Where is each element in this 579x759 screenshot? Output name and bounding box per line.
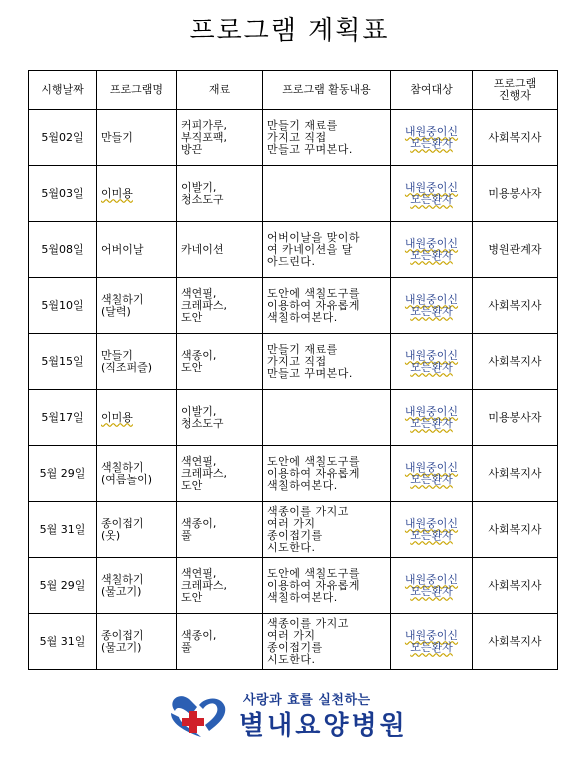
cell-activity	[263, 110, 391, 166]
table-row	[29, 110, 558, 166]
cell-activity-text: 만들기 재료를 가지고 직접 만들고 꾸며본다.	[267, 342, 353, 380]
page-title: 프로그램 계획표	[189, 16, 390, 46]
cell-program-name-text: 종이접기 (옷)	[101, 516, 144, 542]
cell-program-name-text: 색칠하기 (물고기)	[101, 572, 144, 598]
cell-staff	[473, 614, 558, 670]
cell-date	[29, 614, 97, 670]
cell-program-name-text: 색칠하기 (달력)	[101, 292, 144, 318]
cell-materials-text: 색연필, 크레파스, 도안	[181, 286, 228, 324]
cell-program-name-text: 이미용	[101, 186, 133, 200]
hospital-logo	[165, 685, 465, 745]
header-target: 참여대상	[391, 71, 473, 110]
cell-materials-text: 색연필, 크레파스, 도안	[181, 454, 228, 492]
cell-staff	[473, 166, 558, 222]
cell-staff	[473, 278, 558, 334]
cell-materials	[177, 390, 263, 446]
cell-date	[29, 390, 97, 446]
cell-target-text: 내원중이신 모든환자	[404, 516, 459, 542]
heart-cross-icon	[165, 691, 229, 739]
cell-staff-text: 미용봉사자	[488, 410, 542, 424]
cell-target-text: 내원중이신 모든환자	[404, 628, 459, 654]
cell-activity	[263, 446, 391, 502]
cell-date-text: 5월 29일	[39, 466, 86, 480]
cell-staff-text: 병원관계자	[488, 242, 542, 256]
cell-staff-text: 사회복지사	[488, 298, 542, 312]
cell-program-name-text: 만들기 (직조퍼즐)	[101, 348, 153, 374]
cell-date	[29, 222, 97, 278]
cell-target-text: 내원중이신 모든환자	[404, 572, 459, 598]
cell-staff	[473, 502, 558, 558]
cell-date	[29, 334, 97, 390]
cell-materials-text: 이발기, 청소도구	[181, 180, 224, 206]
cell-target	[391, 110, 473, 166]
hospital-name: 별내요양병원	[239, 711, 408, 741]
cell-activity	[263, 390, 391, 446]
cell-program-name-text: 이미용	[101, 410, 133, 424]
cell-target-text: 내원중이신 모든환자	[404, 292, 459, 318]
cell-date	[29, 166, 97, 222]
cell-staff-text: 사회복지사	[488, 466, 542, 480]
cell-date-text: 5월 31일	[39, 634, 86, 648]
cell-activity-text: 도안에 색칠도구를 이용하여 자유롭게 색칠하여본다.	[267, 566, 361, 604]
cell-date-text: 5월15일	[41, 354, 84, 368]
cell-materials-text: 색종이, 풀	[181, 628, 217, 654]
cell-date-text: 5월17일	[41, 410, 84, 424]
cell-materials	[177, 110, 263, 166]
header-program-name: 프로그램명	[97, 71, 177, 110]
cell-program-name	[97, 614, 177, 670]
table-row	[29, 334, 558, 390]
cell-materials-text: 색종이, 도안	[181, 348, 217, 374]
cell-program-name	[97, 166, 177, 222]
cell-materials	[177, 614, 263, 670]
cell-materials	[177, 334, 263, 390]
cell-activity	[263, 614, 391, 670]
table-row	[29, 278, 558, 334]
cell-staff-text: 사회복지사	[488, 634, 542, 648]
cell-staff	[473, 334, 558, 390]
cell-program-name-text: 종이접기 (물고기)	[101, 628, 144, 654]
cell-program-name	[97, 502, 177, 558]
cell-date-text: 5월02일	[41, 130, 84, 144]
cell-materials	[177, 502, 263, 558]
table-row	[29, 166, 558, 222]
cell-date-text: 5월10일	[41, 298, 84, 312]
cell-target	[391, 558, 473, 614]
cell-staff	[473, 222, 558, 278]
cell-activity	[263, 558, 391, 614]
cell-activity-text: 도안에 색칠도구를 이용하여 자유롭게 색칠하여본다.	[267, 454, 361, 492]
cell-activity-text: 도안에 색칠도구를 이용하여 자유롭게 색칠하여본다.	[267, 286, 361, 324]
cell-activity-text: 색종이를 가지고 여러 가지 종이접기를 시도한다.	[267, 504, 349, 554]
cell-date-text: 5월08일	[41, 242, 84, 256]
cell-date	[29, 278, 97, 334]
cell-date-text: 5월 29일	[39, 578, 86, 592]
cell-program-name	[97, 334, 177, 390]
cell-staff	[473, 390, 558, 446]
cell-program-name	[97, 110, 177, 166]
cell-staff	[473, 446, 558, 502]
cell-date-text: 5월 31일	[39, 522, 86, 536]
cell-program-name	[97, 222, 177, 278]
cell-materials-text: 이발기, 청소도구	[181, 404, 224, 430]
cell-target	[391, 278, 473, 334]
cell-staff	[473, 110, 558, 166]
cell-target-text: 내원중이신 모든환자	[404, 236, 459, 262]
cell-activity-text: 어버이날을 맞이하 여 카네이션을 달 아드린다.	[267, 230, 361, 268]
cell-activity	[263, 166, 391, 222]
cell-staff-text: 사회복지사	[488, 354, 542, 368]
cell-activity	[263, 334, 391, 390]
cell-target	[391, 390, 473, 446]
program-schedule-table	[28, 70, 558, 670]
cell-date	[29, 446, 97, 502]
cell-target-text: 내원중이신 모든환자	[404, 348, 459, 374]
cell-activity	[263, 222, 391, 278]
table-row	[29, 558, 558, 614]
table-row	[29, 502, 558, 558]
cell-target	[391, 222, 473, 278]
cell-materials-text: 커피가루, 부직포팩, 방끈	[181, 118, 228, 156]
table-header-row	[29, 71, 558, 110]
cell-program-name-text: 만들기	[101, 130, 133, 144]
table-row	[29, 614, 558, 670]
cell-staff-text: 사회복지사	[488, 578, 542, 592]
cell-materials	[177, 222, 263, 278]
cell-target	[391, 614, 473, 670]
cell-activity-text: 만들기 재료를 가지고 직접 만들고 꾸며본다.	[267, 118, 353, 156]
cell-materials-text: 카네이션	[181, 242, 224, 256]
cell-materials-text: 색연필, 크레파스, 도안	[181, 566, 228, 604]
cell-program-name	[97, 278, 177, 334]
cell-activity-text: 색종이를 가지고 여러 가지 종이접기를 시도한다.	[267, 616, 349, 666]
header-activity: 프로그램 활동내용	[263, 71, 391, 110]
table-row	[29, 222, 558, 278]
cell-staff-text: 사회복지사	[488, 130, 542, 144]
cell-program-name	[97, 390, 177, 446]
cell-staff-text: 사회복지사	[488, 522, 542, 536]
cell-target	[391, 166, 473, 222]
cell-target	[391, 446, 473, 502]
cell-target-text: 내원중이신 모든환자	[404, 180, 459, 206]
cell-activity	[263, 278, 391, 334]
header-date: 시행날짜	[29, 71, 97, 110]
cell-materials	[177, 558, 263, 614]
cell-staff-text: 미용봉사자	[488, 186, 542, 200]
cell-program-name-text: 어버이날	[101, 242, 144, 256]
table-row	[29, 446, 558, 502]
cell-staff	[473, 558, 558, 614]
hospital-slogan: 사랑과 효를 실천하는	[243, 693, 371, 708]
cell-materials	[177, 166, 263, 222]
cell-materials	[177, 278, 263, 334]
cell-date	[29, 502, 97, 558]
cell-target-text: 내원중이신 모든환자	[404, 124, 459, 150]
table-row	[29, 390, 558, 446]
header-staff: 프로그램 진행자	[473, 71, 558, 110]
cell-target	[391, 502, 473, 558]
cell-target-text: 내원중이신 모든환자	[404, 404, 459, 430]
cell-materials-text: 색종이, 풀	[181, 516, 217, 542]
cell-target-text: 내원중이신 모든환자	[404, 460, 459, 486]
cell-activity	[263, 502, 391, 558]
cell-program-name	[97, 558, 177, 614]
cell-materials	[177, 446, 263, 502]
cell-date	[29, 110, 97, 166]
cell-program-name-text: 색칠하기 (여름놀이)	[101, 460, 153, 486]
cell-date	[29, 558, 97, 614]
cell-date-text: 5월03일	[41, 186, 84, 200]
header-materials: 재료	[177, 71, 263, 110]
cell-target	[391, 334, 473, 390]
cell-program-name	[97, 446, 177, 502]
